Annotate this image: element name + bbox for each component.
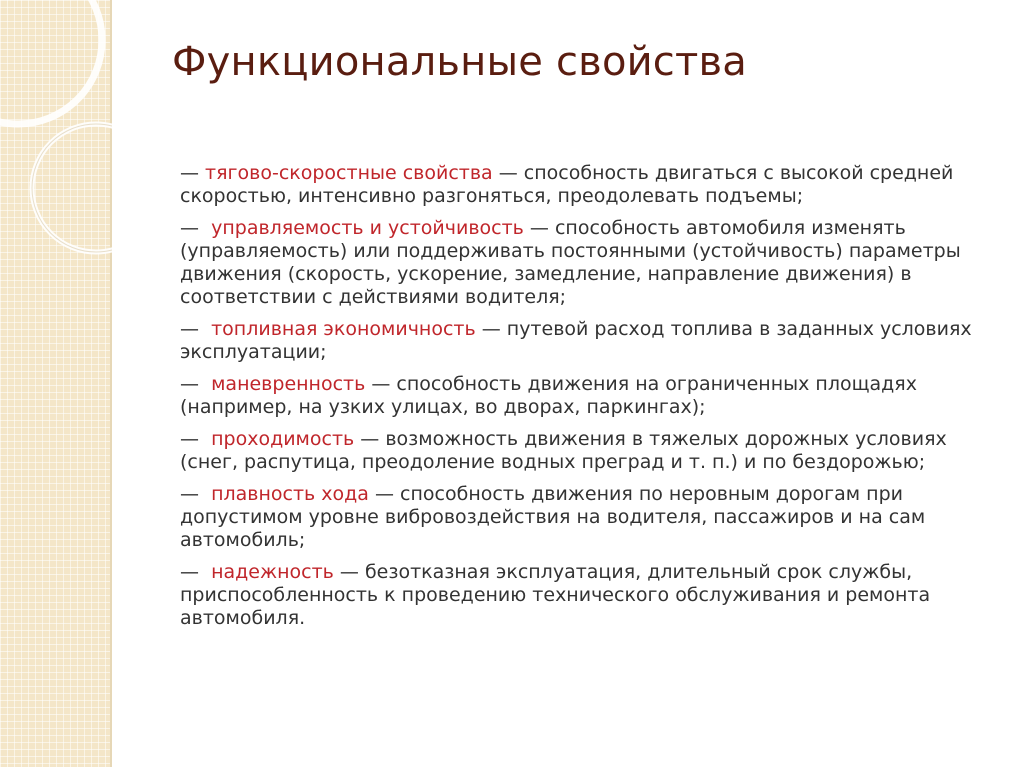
- list-item: [180, 428, 980, 474]
- item-description: — возможность движения в тяжелых дорожных условиях (снег, распутица, преодоление водных преград и т. п.) и по бездорожью;: [180, 428, 947, 473]
- item-term: управляемость и устойчивость: [211, 217, 524, 239]
- list-dash: —: [180, 162, 199, 184]
- list-item: [180, 373, 980, 419]
- properties-list: [180, 162, 980, 639]
- item-description: — способность двигаться с высокой средней скоростью, интенсивно разгоняться, преодолевать подъемы;: [180, 162, 954, 207]
- list-dash: —: [180, 318, 199, 340]
- item-term: топливная экономичность: [211, 318, 476, 340]
- list-dash: —: [180, 428, 199, 450]
- item-term: проходимость: [211, 428, 355, 450]
- item-term: маневренность: [211, 373, 366, 395]
- list-item: [180, 217, 980, 309]
- list-item: [180, 483, 980, 552]
- item-description: — способность движения на ограниченных площадях (например, на узких улицах, во дворах, паркингах);: [180, 373, 917, 418]
- item-description: — способность движения по неровным дорогам при допустимом уровне вибровоздействия на водителя, пассажиров и на сам автомобиль;: [180, 483, 926, 551]
- list-item: [180, 561, 980, 630]
- slide-title: Функциональные свойства: [172, 39, 747, 85]
- item-term: тягово-скоростные свойства: [205, 162, 493, 184]
- list-item: [180, 162, 980, 208]
- list-dash: —: [180, 373, 199, 395]
- item-description: — путевой расход топлива в заданных условиях эксплуатации;: [180, 318, 972, 363]
- item-term: надежность: [211, 561, 334, 583]
- list-dash: —: [180, 217, 199, 239]
- item-description: — безотказная эксплуатация, длительный срок службы, приспособленность к проведению технического обслуживания и ремонта автомобиля.: [180, 561, 931, 629]
- decorative-side-band: [0, 0, 110, 767]
- list-item: [180, 318, 980, 364]
- list-dash: —: [180, 483, 199, 505]
- item-term: плавность хода: [211, 483, 369, 505]
- side-divider: [110, 0, 112, 767]
- list-dash: —: [180, 561, 199, 583]
- item-description: — способность автомобиля изменять (управляемость) или поддерживать постоянными (устойчивость) параметры движения (скорость, ускорение, замедление, направление движения) в соответствии с действиями водителя;: [180, 217, 961, 308]
